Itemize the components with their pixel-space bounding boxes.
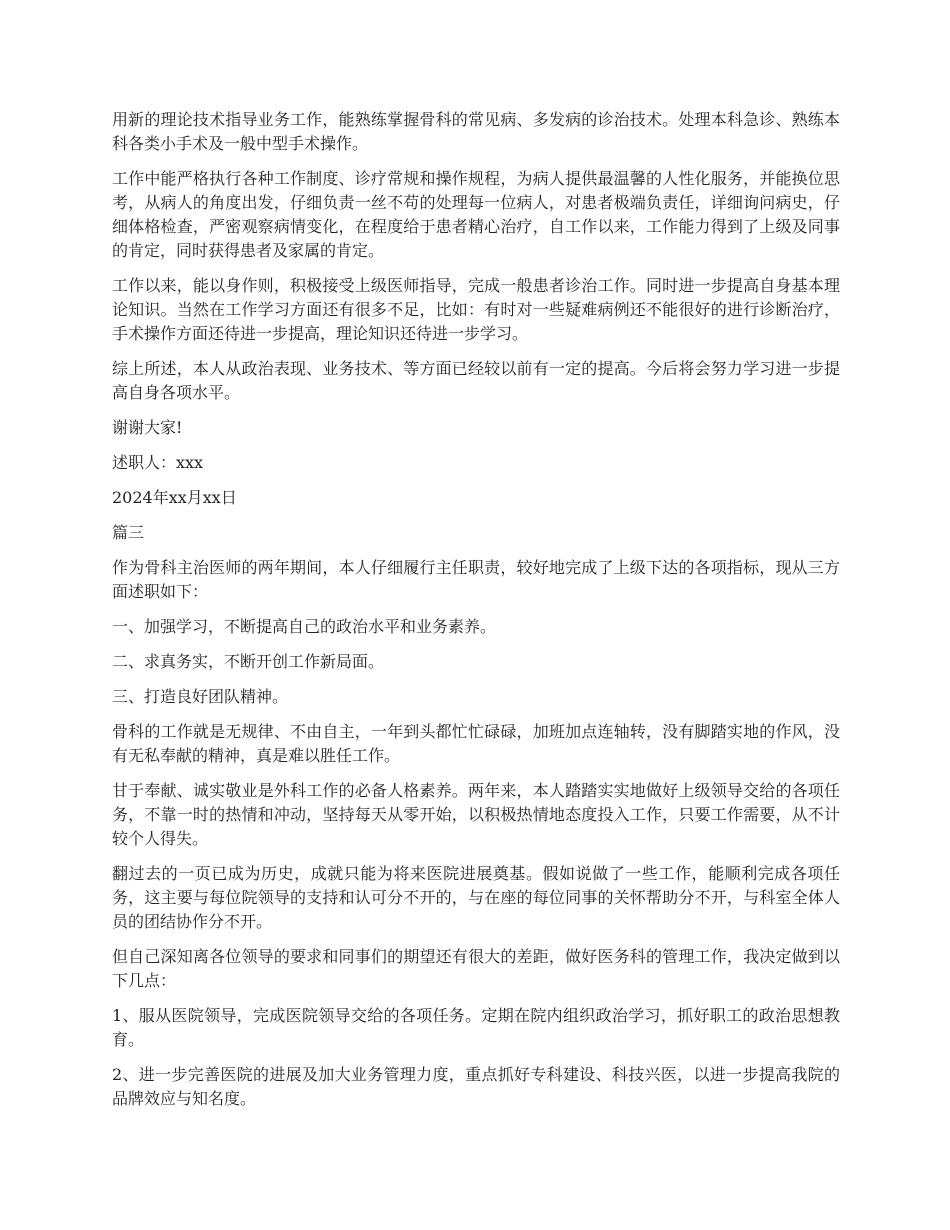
list-item-point-2: 二、求真务实，不断开创工作新局面。 <box>112 652 385 671</box>
paragraph-work-conduct: 工作中能严格执行各种工作制度、诊疗常规和操作规程，为病人提供最温馨的人性化服务，并能换位思考，从病人的角度出发，仔细负责一丝不苟的处理每一位病人，对患者极端负责任，详细询问病史，仔细体格检查，严密观察病情变化，在程度给于患者精心治疗，自工作以来，工作能力得到了上级及同事的肯定，同时获得患者及家属的肯定。 <box>112 169 840 260</box>
paragraph-self-assessment: 工作以来，能以身作则，积极接受上级医师指导，完成一般患者诊治工作。同时进一步提高自身基本理论知识。当然在工作学习方面还有很多不足，比如：有时对一些疑难病例还不能很好的进行诊断治疗，手术操作方面还待进一步提高，理论知识还待进一步学习。 <box>112 276 840 343</box>
paragraph-dedication: 甘于奉献、诚实敬业是外科工作的必备人格素养。两年来，本人踏踏实实地做好上级领导交给的各项任务，不靠一时的热情和冲动，坚持每天从零开始，以积极热情地态度投入工作，只要工作需要，从不计较个人得失。 <box>112 781 840 848</box>
paragraph-orthopedics-work: 骨科的工作就是无规律、不由自主，一年到头都忙忙碌碌，加班加点连轴转，没有脚踏实地的作风，没有无私奉献的精神，真是难以胜任工作。 <box>112 722 840 765</box>
paragraph-professional-skills: 用新的理论技术指导业务工作，能熟练掌握骨科的常见病、多发病的诊治技术。处理本科急诊、熟练本科各类小手术及一般中型手术操作。 <box>112 110 840 153</box>
paragraph-thanks: 谢谢大家! <box>112 418 183 437</box>
paragraph-intro: 作为骨科主治医师的两年期间，本人仔细履行主任职责，较好地完成了上级下达的各项指标，现从三方面述职如下： <box>112 558 840 601</box>
section-heading: 篇三 <box>112 523 145 542</box>
paragraph-history: 翻过去的一页已成为历史，成就只能为将来医院进展奠基。假如说做了一些工作，能顺利完成各项任务，这主要与每位院领导的支持和认可分不开的，与在座的每位同事的关怀帮助分不开，与科室全体人员的团结协作分不开。 <box>112 864 840 931</box>
list-item-plan-1: 1、服从医院领导，完成医院领导交给的各项任务。定期在院内组织政治学习，抓好职工的政治思想教育。 <box>112 1006 840 1049</box>
paragraph-signatory: 述职人：xxx <box>112 453 204 472</box>
document-body <box>112 108 840 1122</box>
paragraph-resolution: 但自己深知离各位领导的要求和同事们的期望还有很大的差距，做好医务科的管理工作，我决定做到以下几点： <box>112 947 840 990</box>
paragraph-summary: 综上所述，本人从政治表现、业务技术、等方面已经较以前有一定的提高。今后将会努力学习进一步提高自身各项水平。 <box>112 359 840 402</box>
list-item-plan-2: 2、进一步完善医院的进展及加大业务管理力度，重点抓好专科建设、科技兴医，以进一步提高我院的品牌效应与知名度。 <box>112 1065 840 1108</box>
paragraph-date: 2024年xx月xx日 <box>112 488 237 507</box>
list-item-point-1: 一、加强学习，不断提高自己的政治水平和业务素养。 <box>112 617 497 636</box>
list-item-point-3: 三、打造良好团队精神。 <box>112 687 289 706</box>
